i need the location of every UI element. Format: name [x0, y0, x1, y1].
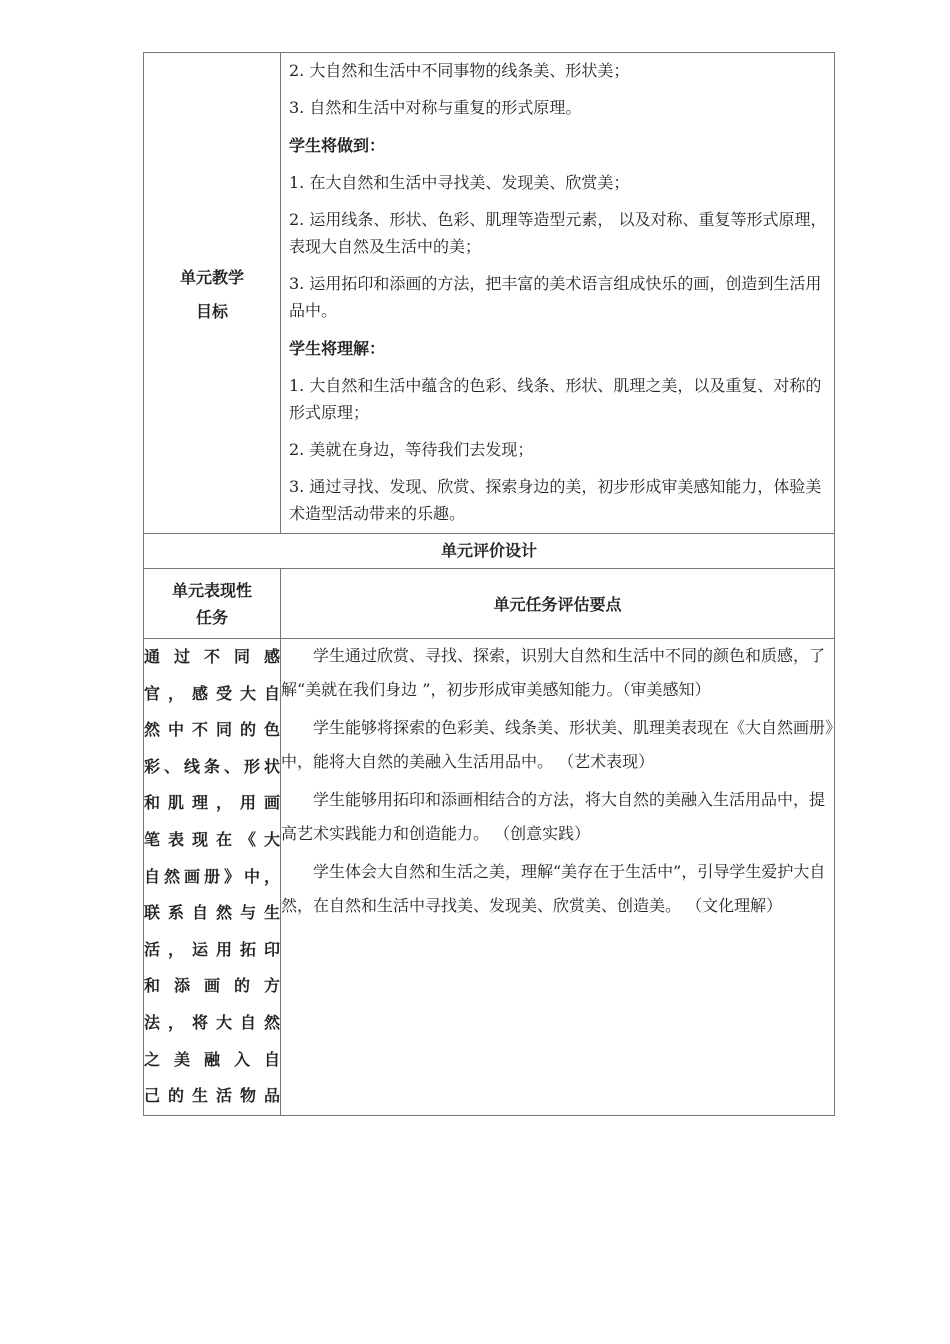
unit-plan-table [143, 52, 835, 1116]
do-item: 1. 在大自然和生活中寻找美、发现美、欣赏美； [289, 173, 630, 192]
goals-label-line2: 目标 [195, 302, 228, 321]
evaluation-body-row [144, 639, 835, 1116]
know-item: 3. 自然和生活中对称与重复的形式原理。 [289, 98, 582, 117]
task-line: 笔表现在《大 [144, 829, 280, 849]
understand-heading: 学生将理解： [289, 339, 386, 358]
task-header-line1: 单元表现性 [171, 580, 252, 600]
goals-label-line1: 单元教学 [179, 268, 244, 287]
task-line: 活，运用拓印 [144, 939, 280, 959]
evaluation-header-row [144, 569, 835, 639]
do-item: 3. 运用拓印和添画的方法，把丰富的美术语言组成快乐的画，创造到生活用品中。 [289, 274, 822, 320]
task-header-line2: 任务 [195, 607, 228, 627]
understand-item: 3. 通过寻找、发现、欣赏、探索身边的美，初步形成审美感知能力，体验美术造型活动带来的乐趣。 [289, 477, 822, 523]
teaching-goals-label [144, 53, 281, 534]
task-line: 自然画册》中， [144, 866, 280, 886]
do-heading: 学生将做到： [289, 136, 386, 155]
teaching-goals-row [144, 53, 835, 534]
task-line: 然中不同的色 [144, 720, 280, 740]
understand-item: 2. 美就在身边，等待我们去发现； [289, 440, 534, 459]
eval-point-artistic: 学生能够将探索的色彩美、线条美、形状美、肌理美表现在《大自然画册》中，能将大自然的美融入生活用品中。 （艺术表现） [281, 718, 834, 771]
task-line: 和肌理，用画 [144, 793, 280, 813]
task-line: 官，感受大自 [144, 683, 280, 703]
eval-point-creative: 学生能够用拓印和添画相结合的方法，将大自然的美融入生活用品中，提高艺术实践能力和创造能力。 （创意实践） [281, 790, 826, 843]
task-line: 通 过 不 同 感 [144, 647, 280, 666]
task-line: 己的生活物品 [144, 1086, 280, 1106]
do-item: 2. 运用线条、形状、色彩、肌理等造型元素， 以及对称、重复等形式原理，表现大自然及生活中的美； [289, 210, 827, 256]
evaluation-points-cell [281, 639, 835, 1116]
points-column-header: 单元任务评估要点 [281, 569, 835, 639]
task-column-header [144, 569, 281, 639]
eval-point-aesthetic: 学生通过欣赏、寻找、探索，识别大自然和生活中不同的颜色和质感，了解“美就在我们身边 ”，初步形成审美感知能力。（审美感知） [281, 646, 826, 699]
task-line: 联系自然与生 [144, 903, 280, 923]
performance-task-cell [144, 639, 281, 1116]
understand-item: 1. 大自然和生活中蕴含的色彩、线条、形状、肌理之美，以及重复、对称的形式原理； [289, 376, 822, 422]
know-item: 2. 大自然和生活中不同事物的线条美、形状美； [289, 61, 630, 80]
teaching-goals-content [281, 53, 835, 534]
task-line: 法，将大自然 [144, 1012, 280, 1032]
evaluation-title-row [144, 534, 835, 569]
eval-point-cultural: 学生体会大自然和生活之美，理解“美存在于生活中”，引导学生爱护大自然，在自然和生活中寻找美、发现美、欣赏美、创造美。 （文化理解） [281, 862, 826, 915]
evaluation-section-title: 单元评价设计 [144, 534, 835, 569]
task-line: 之美融入自 [144, 1049, 280, 1069]
task-line: 彩、线条、形状 [144, 756, 280, 776]
task-line: 和 添 画 的 方 [144, 976, 280, 996]
